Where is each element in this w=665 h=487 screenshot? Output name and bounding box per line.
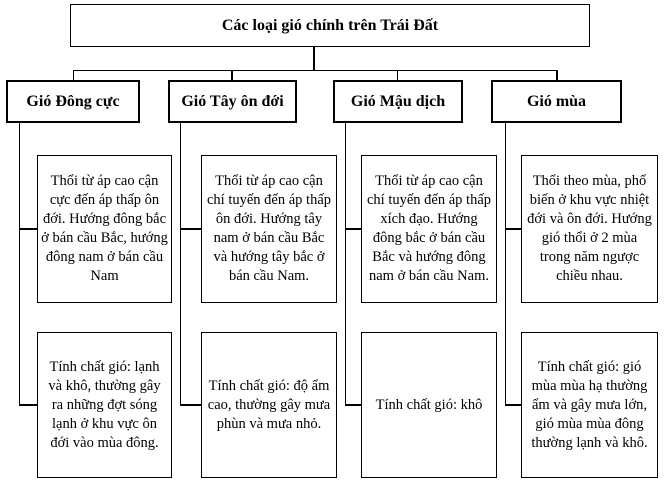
connector-stub (345, 228, 362, 230)
wind-property-box (521, 332, 658, 478)
wind-property-box (361, 332, 497, 478)
wind-type-header-mau-dich (333, 80, 463, 123)
connector-drop (73, 70, 75, 81)
wind-type-label: Gió mùa (526, 92, 587, 110)
wind-property-text: Tính chất gió: lạnh và khô, thường gây ra những đợt sóng lạnh ở khu vực ôn đới vào mùa đông. (48, 358, 161, 451)
connector-column-line (19, 122, 21, 405)
wind-direction-text: Thổi từ áp cao cận cực đến áp thấp ôn đới. Hướng đông bắc ở bán cầu Bắc, hướng đông nam ở bán cầu Nam (41, 173, 168, 284)
wind-direction-box (361, 155, 497, 303)
wind-direction-box (521, 155, 658, 303)
connector-stub (19, 404, 38, 406)
wind-property-text: Tính chất gió: khô (375, 396, 483, 413)
connector-column-line (180, 122, 182, 405)
connector-stub (19, 228, 38, 230)
wind-direction-text: Thổi từ áp cao cận chí tuyến đến áp thấp xích đạo. Hướng đông bắc ở bán cầu Bắc và hướng đông nam ở bán cầu Nam. (366, 173, 491, 284)
wind-direction-text: Thổi từ áp cao cận chí tuyến đến áp thấp ôn đới. Hướng tây nam ở bán cầu Bắc và hướng tây bắc ở bán cầu Nam. (206, 173, 331, 284)
connector-drop (397, 70, 399, 81)
connector-column-line (345, 122, 347, 405)
wind-property-text: Tính chất gió: gió mùa mùa hạ thường ẩm và gây mưa lớn, gió mùa mùa đông thường lạnh và khô. (531, 358, 648, 451)
wind-type-header-tay-on-doi (168, 80, 297, 123)
connector-column-line (505, 122, 507, 405)
connector-drop (231, 70, 233, 81)
wind-direction-box (201, 155, 337, 303)
connector-stub (180, 228, 202, 230)
wind-direction-box (37, 155, 172, 303)
diagram-title-box (70, 4, 590, 47)
wind-property-box (37, 332, 172, 478)
wind-type-label: Gió Đông cực (26, 92, 120, 110)
wind-type-label: Gió Tây ôn đới (181, 92, 284, 110)
connector-title-stub (313, 47, 315, 70)
connector-stub (345, 404, 362, 406)
connector-bus-line (73, 70, 558, 72)
diagram-title: Các loại gió chính trên Trái Đất (221, 16, 439, 34)
wind-type-header-dong-cuc (6, 80, 140, 123)
connector-stub (505, 404, 522, 406)
wind-type-label: Gió Mậu dịch (350, 92, 446, 110)
wind-property-box (201, 332, 337, 478)
connector-stub (505, 228, 522, 230)
wind-direction-text: Thổi theo mùa, phổ biến ở khu vực nhiệt đới và ôn đới. Hướng gió thổi ở 2 mùa trong năm ngược chiều nhau. (527, 173, 652, 284)
connector-drop (556, 70, 558, 81)
wind-type-header-gio-mua (491, 80, 622, 123)
wind-property-text: Tính chất gió: độ ẩm cao, thường gây mưa phùn và mưa nhỏ. (207, 377, 331, 432)
connector-stub (180, 404, 202, 406)
